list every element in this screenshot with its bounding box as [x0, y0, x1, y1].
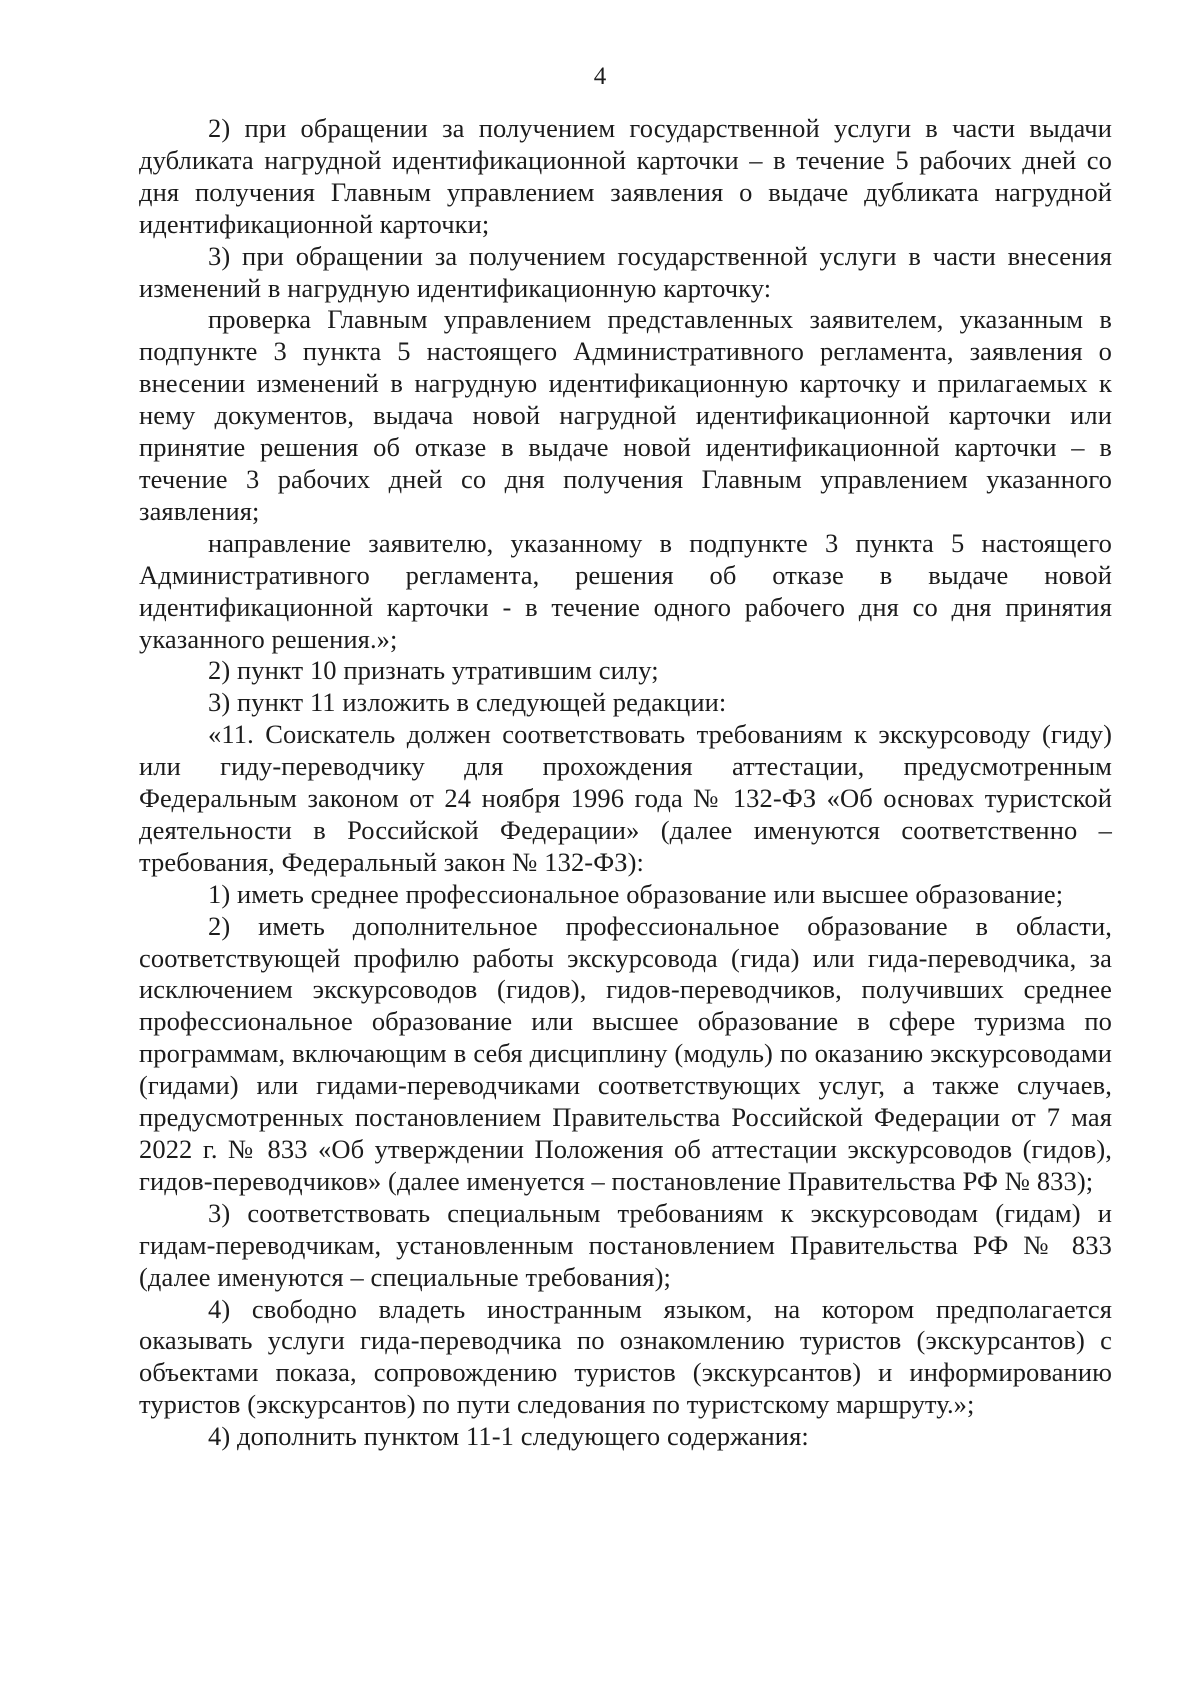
paragraph: 2) при обращении за получением государственной услуги в части выдачи дубликата нагрудной идентификационной карточки – в течение 5 рабочих дней со дня получения Главным управлением заявления о выдаче дубликата нагрудной идентификационной карточки;	[139, 113, 1112, 239]
paragraph: проверка Главным управлением представленных заявителем, указанным в подпункте 3 пункта 5 настоящего Административного регламента, заявления о внесении изменений в нагрудную идентификационную карточку и прилагаемых к нему документов, выдача новой нагрудной идентификационной карточки или принятие решения об отказе в выдаче новой идентификационной карточки – в течение 3 рабочих дней со дня получения Главным управлением указанного заявления;	[139, 304, 1112, 526]
paragraph: 3) соответствовать специальным требованиям к экскурсоводам (гидам) и гидам-переводчикам, установленным постановлением Правительства РФ № 833 (далее именуются – специальные требования);	[139, 1197, 1112, 1292]
paragraph: 4) свободно владеть иностранным языком, на котором предполагается оказывать услуги гида-переводчика по ознакомлению туристов (экскурсантов) с объектами показа, сопровождению туристов (экскурсантов) и информированию туристов (экскурсантов) по пути следования по туристскому маршруту.»;	[139, 1293, 1112, 1420]
paragraph: направление заявителю, указанному в подпункте 3 пункта 5 настоящего Административного регламента, решения об отказе в выдаче новой идентификационной карточки - в течение одного рабочего дня со дня принятия указанного решения.»;	[139, 527, 1112, 654]
paragraph: 2) иметь дополнительное профессиональное образование в области, соответствующей профилю работы экскурсовода (гида) или гида-переводчика, за исключением экскурсоводов (гидов), гидов-переводчиков, получивших среднее профессиональное образование или высшее образование в сфере туризма по программам, включающим в себя дисциплину (модуль) по оказанию экскурсоводами (гидами) или гидами-переводчиками соответствующих услуг, а также случаев, предусмотренных постановлением Правительства Российской Федерации от 7 мая 2022 г. № 833 «Об утверждении Положения об аттестации экскурсоводов (гидов), гидов-переводчиков» (далее именуется – постановление Правительства РФ № 833);	[139, 910, 1112, 1196]
document-body	[139, 113, 1112, 1453]
paragraph: 2) пункт 10 признать утратившим силу;	[208, 655, 659, 686]
paragraph: «11. Соискатель должен соответствовать требованиям к экскурсоводу (гиду) или гиду-переводчику для прохождения аттестации, предусмотренным Федеральным законом от 24 ноября 1996 года № 132-ФЗ «Об основах туристской деятельности в Российской Федерации» (далее именуются соответственно – требования, Федеральный закон № 132-ФЗ):	[139, 719, 1112, 877]
paragraph: 4) дополнить пунктом 11-1 следующего содержания:	[208, 1421, 809, 1452]
paragraph: 3) пункт 11 изложить в следующей редакции:	[208, 687, 727, 718]
page-number: 4	[593, 63, 607, 90]
paragraph: 3) при обращении за получением государственной услуги в части внесения изменений в нагрудную идентификационную карточку:	[139, 240, 1112, 303]
paragraph: 1) иметь среднее профессиональное образование или высшее образование;	[208, 878, 1064, 909]
